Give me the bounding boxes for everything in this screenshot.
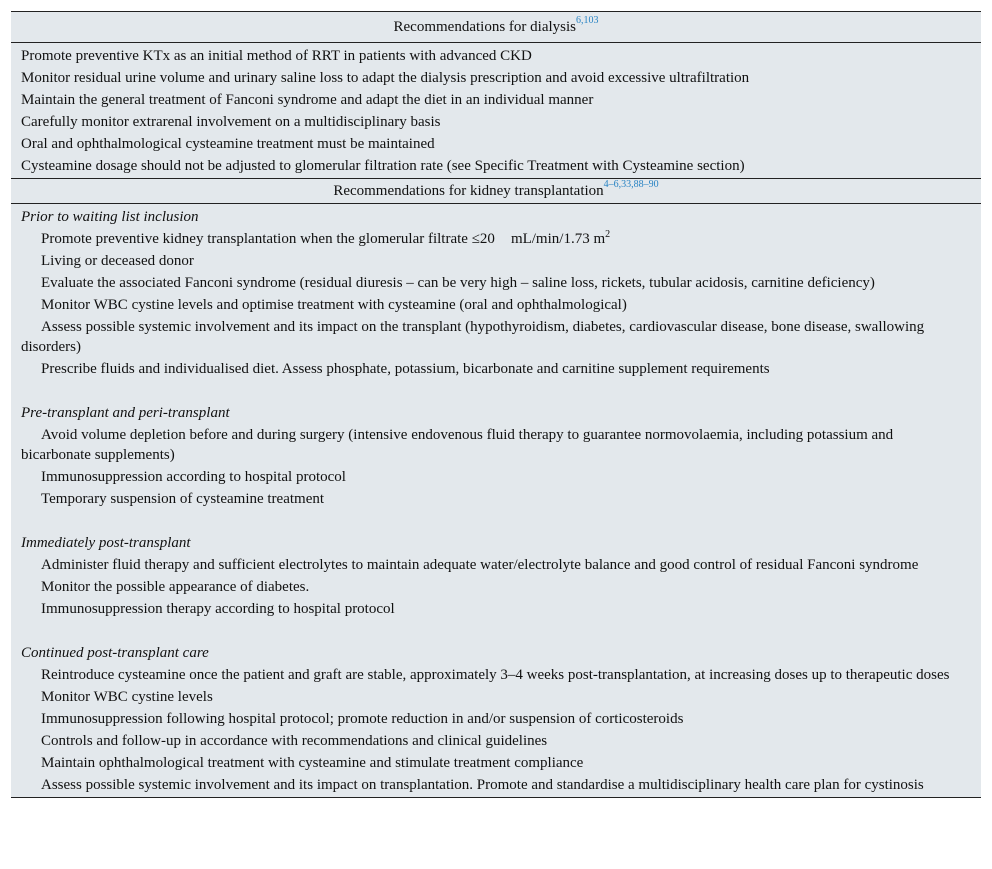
transplant-item [11, 358, 981, 380]
item-text: Immunosuppression according to hospital protocol [41, 469, 346, 485]
item-text: Controls and follow-up in accordance with recommendations and clinical guidelines [41, 733, 548, 749]
transplant-item [11, 424, 981, 466]
dialysis-item: Cysteamine dosage should not be adjusted to glomerular filtration rate (see Specific Treatment with Cysteamine section) [21, 158, 745, 174]
section-spacer [11, 510, 981, 532]
transplant-item [11, 730, 981, 752]
transplant-item [11, 294, 981, 316]
item-text: Monitor WBC cystine levels and optimise treatment with cysteamine (oral and ophthalmological) [41, 297, 627, 313]
section-heading: Continued post-transplant care [21, 645, 209, 661]
dialysis-item: Oral and ophthalmological cysteamine treatment must be maintained [21, 136, 435, 152]
item-text: Administer fluid therapy and sufficient electrolytes to maintain adequate water/electrolyte balance and good control of residual Fanconi syndrome [41, 557, 919, 573]
dialysis-item: Carefully monitor extrarenal involvement on a multidisciplinary basis [21, 114, 441, 130]
item-text: Assess possible systemic involvement and its impact on transplantation. Promote and standardise a multidisciplinary health care plan for cystinosis [41, 777, 924, 793]
item-text: Assess possible systemic involvement and its impact on the transplant (hypothyroidism, diabetes, cardiovascular disease, bone disease, swallowing disorders) [21, 319, 925, 355]
item-text: Temporary suspension of cysteamine treatment [41, 491, 325, 507]
dialysis-refs[interactable]: 6,103 [575, 15, 599, 26]
transplant-item [11, 272, 981, 294]
item-text: Reintroduce cysteamine once the patient and graft are stable, approximately 3–4 weeks post-transplantation, at increasing doses up to therapeutic doses [41, 667, 950, 683]
dialysis-title: Recommendations for dialysis [393, 19, 576, 35]
transplant-item [11, 664, 981, 686]
item-text: Immunosuppression following hospital protocol; promote reduction in and/or suspension of corticosteroids [41, 711, 684, 727]
item-unit-superscript: 2 [605, 229, 611, 240]
item-text: Evaluate the associated Fanconi syndrome (residual diuresis – can be very high – saline loss, rickets, tubular acidosis, carnitine deficiency) [41, 275, 875, 291]
dialysis-header [11, 12, 981, 43]
transplant-header [11, 178, 981, 204]
item-text: Avoid volume depletion before and during surgery (intensive endovenous fluid therapy to guarantee normovolaemia, including potassium and bicarbonate supplements) [21, 427, 894, 463]
recommendations-table [11, 11, 981, 798]
section-heading: Immediately post-transplant [21, 535, 191, 551]
transplant-item [11, 576, 981, 598]
item-text: Prescribe fluids and individualised diet. Assess phosphate, potassium, bicarbonate and carnitine supplement requirements [41, 361, 770, 377]
section-heading: Pre-transplant and peri-transplant [21, 405, 230, 421]
dialysis-item: Maintain the general treatment of Fanconi syndrome and adapt the diet in an individual manner [21, 92, 594, 108]
dialysis-list [11, 43, 981, 178]
transplant-title: Recommendations for kidney transplantation [333, 183, 604, 199]
transplant-item [11, 228, 981, 250]
transplant-item [11, 686, 981, 708]
item-text: Maintain ophthalmological treatment with cysteamine and stimulate treatment compliance [41, 755, 584, 771]
transplant-list [11, 204, 981, 797]
transplant-item [11, 598, 981, 620]
item-text: Monitor the possible appearance of diabetes. [41, 579, 310, 595]
transplant-item [11, 316, 981, 358]
transplant-item [11, 752, 981, 774]
item-text: Immunosuppression therapy according to hospital protocol [41, 601, 395, 617]
section-spacer [11, 620, 981, 642]
item-text: Promote preventive kidney transplantation when the glomerular filtrate ≤20 [41, 231, 495, 247]
section-heading: Prior to waiting list inclusion [21, 209, 199, 225]
transplant-item [11, 466, 981, 488]
dialysis-item: Monitor residual urine volume and urinary saline loss to adapt the dialysis prescription and avoid excessive ultrafiltration [21, 70, 750, 86]
transplant-item [11, 774, 981, 796]
transplant-item [11, 250, 981, 272]
transplant-item [11, 554, 981, 576]
transplant-item [11, 708, 981, 730]
item-text: Living or deceased donor [41, 253, 194, 269]
item-text: Monitor WBC cystine levels [41, 689, 213, 705]
transplant-item [11, 488, 981, 510]
dialysis-item: Promote preventive KTx as an initial method of RRT in patients with advanced CKD [21, 48, 532, 64]
transplant-refs[interactable]: 4–6,33,88–90 [603, 179, 659, 190]
section-spacer [11, 380, 981, 402]
item-unit: mL/min/1.73 m [510, 231, 606, 247]
